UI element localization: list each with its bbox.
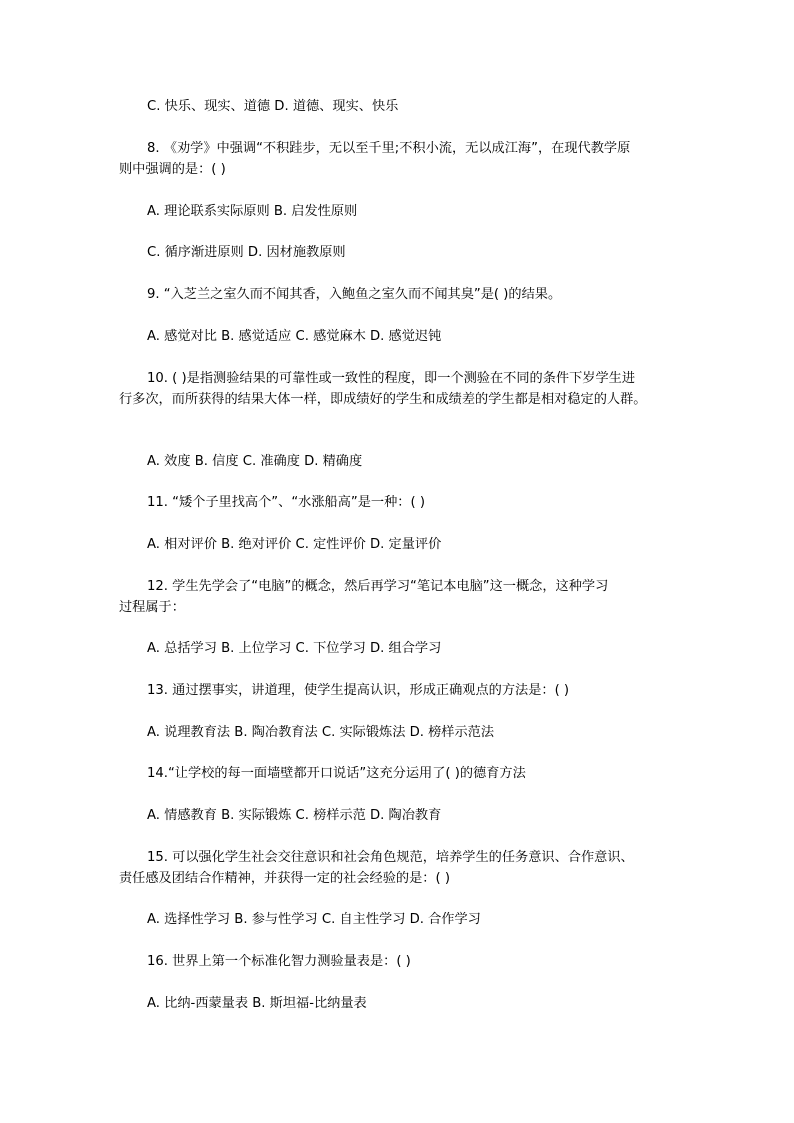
q8-options-cd: C. 循序渐进原则 D. 因材施教原则 (147, 245, 346, 260)
q12-options: A. 总括学习 B. 上位学习 C. 下位学习 D. 组合学习 (147, 641, 442, 656)
q14-question: 14.“让学校的每一面墙壁都开口说话”这充分运用了( )的德育方法 (147, 766, 526, 781)
q15-question-line2: 责任感及团结合作精神，并获得一定的社会经验的是：( ) (119, 871, 450, 886)
q16-options: A. 比纳-西蒙量表 B. 斯坦福-比纳量表 (147, 996, 367, 1011)
q13-question: 13. 通过摆事实，讲道理，使学生提高认识，形成正确观点的方法是：( ) (147, 683, 570, 698)
q9-question: 9. “入芝兰之室久而不闻其香，入鲍鱼之室久而不闻其臭”是( )的结果。 (147, 287, 562, 302)
q8-question-line1: 8. 《劝学》中强调“不积跬步，无以至千里;不积小流，无以成江海”，在现代教学原 (147, 141, 631, 156)
q15-options: A. 选择性学习 B. 参与性学习 C. 自主性学习 D. 合作学习 (147, 912, 481, 927)
q7-options-cd: C. 快乐、现实、道德 D. 道德、现实、快乐 (147, 99, 399, 114)
q9-options: A. 感觉对比 B. 感觉适应 C. 感觉麻木 D. 感觉迟钝 (147, 329, 442, 344)
q10-question-line2: 行多次，而所获得的结果大体一样，即成绩好的学生和成绩差的学生都是相对稳定的人群。 (119, 392, 647, 407)
q12-question-line1: 12. 学生先学会了“电脑”的概念，然后再学习“笔记本电脑”这一概念，这种学习 (147, 579, 609, 594)
q8-options-ab: A. 理论联系实际原则 B. 启发性原则 (147, 204, 358, 219)
q11-question: 11. “矮个子里找高个”、“水涨船高”是一种：( ) (147, 495, 425, 510)
q12-question-line2: 过程属于： (119, 600, 185, 615)
q10-question-line1: 10. ( )是指测验结果的可靠性或一致性的程度，即一个测验在不同的条件下岁学生进 (147, 371, 636, 386)
q13-options: A. 说理教育法 B. 陶冶教育法 C. 实际锻炼法 D. 榜样示范法 (147, 725, 495, 740)
q15-question-line1: 15. 可以强化学生社会交往意识和社会角色规范，培养学生的任务意识、合作意识、 (147, 850, 634, 865)
q10-options: A. 效度 B. 信度 C. 准确度 D. 精确度 (147, 454, 363, 469)
q8-question-line2: 则中强调的是：( ) (119, 162, 226, 177)
q14-options: A. 情感教育 B. 实际锻炼 C. 榜样示范 D. 陶冶教育 (147, 808, 442, 823)
q11-options: A. 相对评价 B. 绝对评价 C. 定性评价 D. 定量评价 (147, 537, 442, 552)
q16-question: 16. 世界上第一个标准化智力测验量表是：( ) (147, 954, 411, 969)
